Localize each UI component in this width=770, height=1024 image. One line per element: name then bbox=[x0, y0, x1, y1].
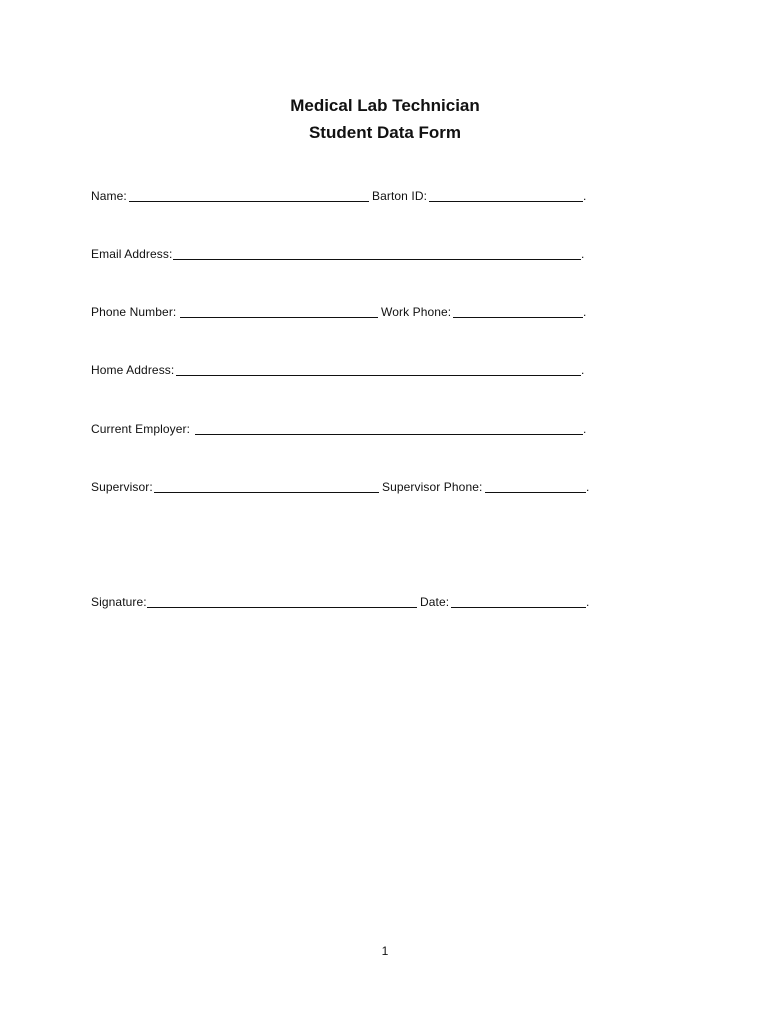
supervisor-label: Supervisor: bbox=[91, 480, 153, 494]
employer-field[interactable] bbox=[195, 434, 583, 435]
barton-id-label: Barton ID: bbox=[372, 189, 428, 203]
phone-field[interactable] bbox=[180, 317, 378, 318]
work-phone-label: Work Phone: bbox=[381, 305, 452, 319]
date-field[interactable] bbox=[451, 607, 586, 608]
employer-row bbox=[91, 420, 591, 438]
home-address-label: Home Address: bbox=[91, 363, 175, 377]
name-field[interactable] bbox=[129, 201, 369, 202]
email-label: Email Address: bbox=[91, 247, 173, 261]
line-end-dot: . bbox=[583, 305, 587, 319]
line-end-dot: . bbox=[586, 480, 590, 494]
email-row bbox=[91, 245, 591, 263]
home-address-row bbox=[91, 361, 591, 379]
signature-label: Signature: bbox=[91, 595, 147, 609]
line-end-dot: . bbox=[586, 595, 590, 609]
signature-field[interactable] bbox=[147, 607, 417, 608]
phone-label: Phone Number: bbox=[91, 305, 177, 319]
page-number: 1 bbox=[381, 944, 389, 958]
supervisor-field[interactable] bbox=[154, 492, 379, 493]
email-field[interactable] bbox=[173, 259, 581, 260]
supervisor-phone-label: Supervisor Phone: bbox=[382, 480, 483, 494]
line-end-dot: . bbox=[583, 422, 587, 436]
barton-id-field[interactable] bbox=[429, 201, 583, 202]
supervisor-row bbox=[91, 478, 596, 496]
signature-row bbox=[91, 593, 596, 611]
line-end-dot: . bbox=[581, 247, 585, 261]
date-label: Date: bbox=[420, 595, 450, 609]
employer-label: Current Employer: bbox=[91, 422, 191, 436]
supervisor-phone-field[interactable] bbox=[485, 492, 586, 493]
line-end-dot: . bbox=[583, 189, 587, 203]
line-end-dot: . bbox=[581, 363, 585, 377]
phone-row bbox=[91, 303, 591, 321]
form-title-line-1: Medical Lab Technician bbox=[290, 96, 480, 115]
home-address-field[interactable] bbox=[176, 375, 581, 376]
name-row bbox=[91, 187, 591, 205]
work-phone-field[interactable] bbox=[453, 317, 583, 318]
name-label: Name: bbox=[91, 189, 127, 203]
form-title-line-2: Student Data Form bbox=[308, 123, 462, 142]
